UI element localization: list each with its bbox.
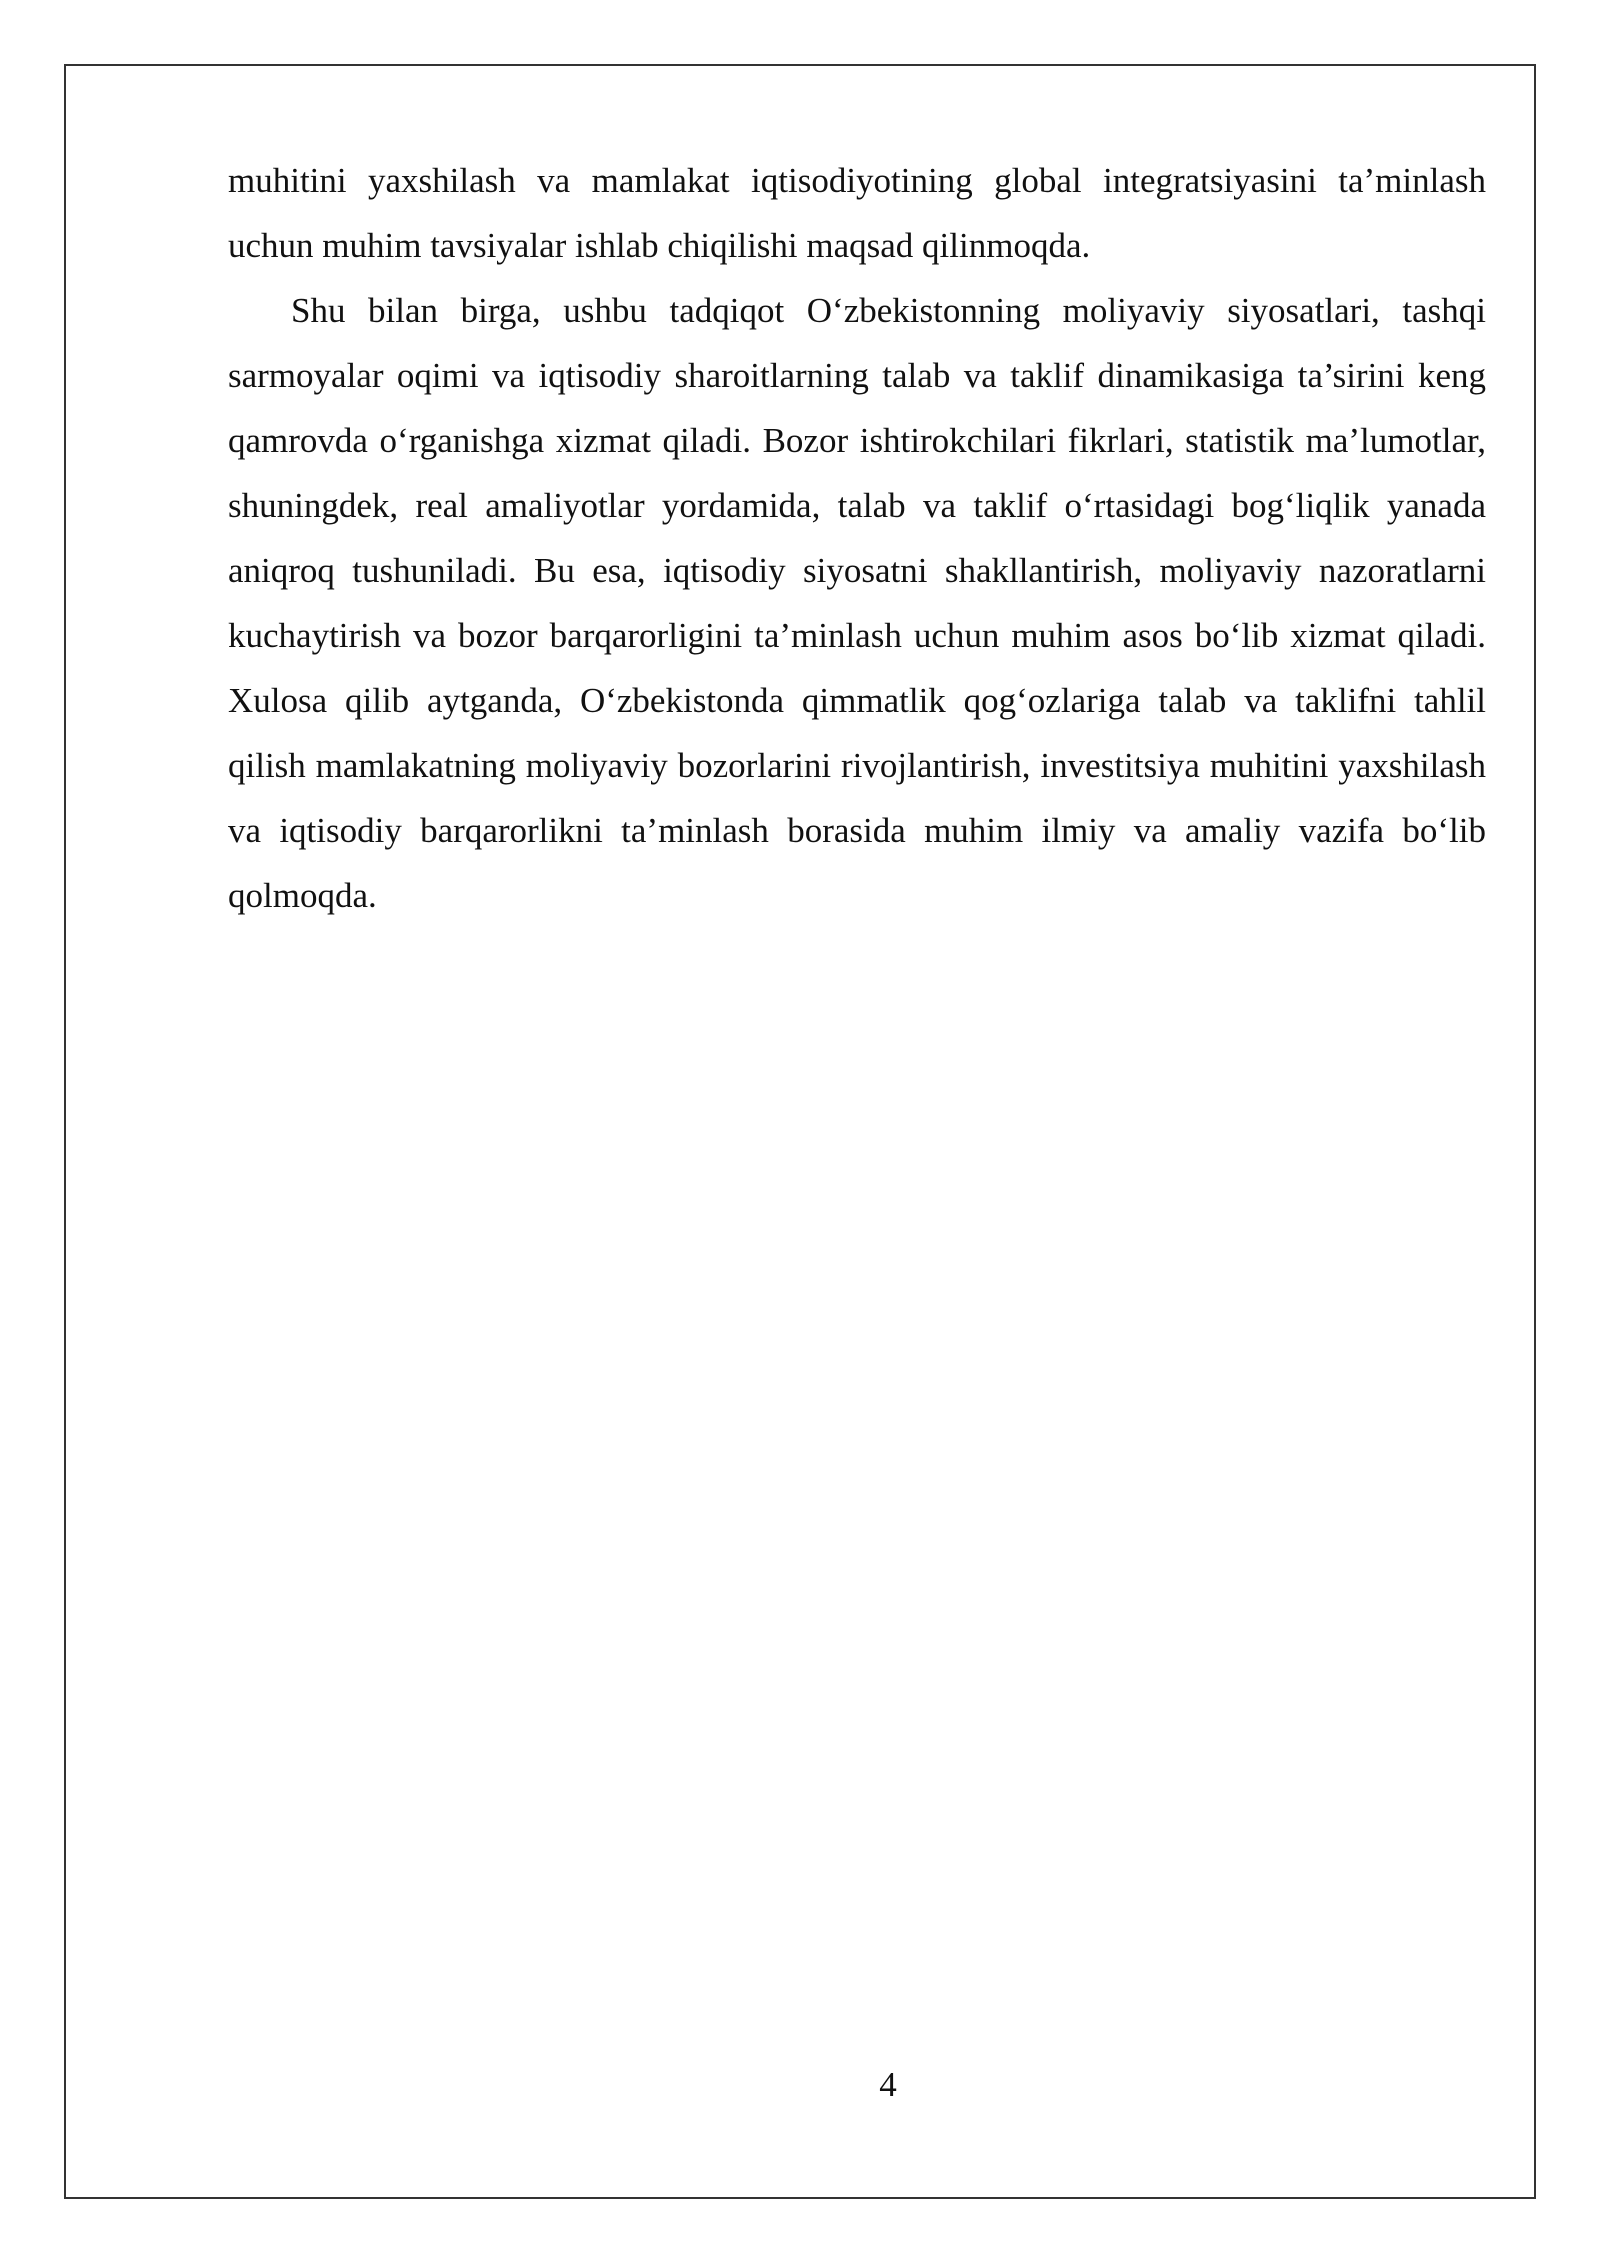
- paragraph-continuation: muhitini yaxshilash va mamlakat iqtisodiyotining global integratsiyasini ta’minlash uchun muhim tavsiyalar ishlab chiqilishi maqsad qilinmoqda.: [228, 161, 1486, 265]
- page-number: 4: [879, 2065, 897, 2104]
- document-body: [228, 148, 1486, 928]
- paragraph-conclusion: Shu bilan birga, ushbu tadqiqot O‘zbekistonning moliyaviy siyosatlari, tashqi sarmoyalar oqimi va iqtisodiy sharoitlarning talab va taklif dinamikasiga ta’sirini keng qamrovda o‘rganishga xizmat qiladi. Bozor ishtirokchilari fikrlari, statistik ma’lumotlar, shuningdek, real amaliyotlar yordamida, talab va taklif o‘rtasidagi bog‘liqlik yanada aniqroq tushuniladi. Bu esa, iqtisodiy siyosatni shakllantirish, moliyaviy nazoratlarni kuchaytirish va bozor barqarorligini ta’minlash uchun muhim asos bo‘lib xizmat qiladi. Xulosa qilib aytganda, O‘zbekistonda qimmatlik qog‘ozlariga talab va taklifni tahlil qilish mamlakatning moliyaviy bozorlarini rivojlantirish, investitsiya muhitini yaxshilash va iqtisodiy barqarorlikni ta’minlash borasida muhim ilmiy va amaliy vazifa bo‘lib qolmoqda.: [228, 291, 1486, 915]
